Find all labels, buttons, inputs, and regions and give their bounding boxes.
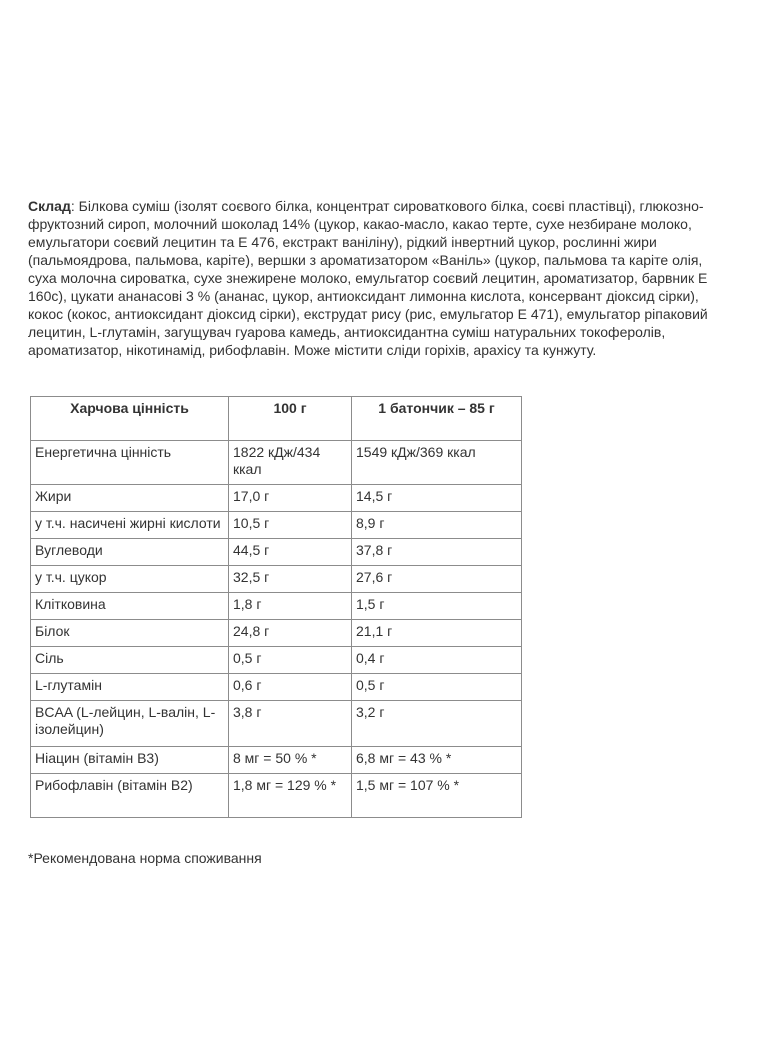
table-row	[31, 441, 522, 485]
table-cell-name: у т.ч. цукор	[31, 566, 229, 593]
table-row	[31, 647, 522, 674]
table-cell-perbar: 6,8 мг = 43 % *	[352, 747, 522, 774]
table-cell-per100: 17,0 г	[229, 485, 352, 512]
table-cell-name: Клітковина	[31, 593, 229, 620]
table-cell-per100: 8 мг = 50 % *	[229, 747, 352, 774]
ingredients-label: Склад	[28, 198, 71, 214]
table-cell-name: у т.ч. насичені жирні кислоти	[31, 512, 229, 539]
table-cell-per100: 1,8 мг = 129 % *	[229, 774, 352, 818]
table-cell-name: L-глутамін	[31, 674, 229, 701]
table-row	[31, 485, 522, 512]
table-cell-per100: 10,5 г	[229, 512, 352, 539]
table-row	[31, 701, 522, 747]
table-cell-perbar: 0,5 г	[352, 674, 522, 701]
table-cell-per100: 1822 кДж/434 ккал	[229, 441, 352, 485]
table-cell-per100: 1,8 г	[229, 593, 352, 620]
column-header-per-bar: 1 батончик – 85 г	[352, 397, 522, 441]
footnote: *Рекомендована норма споживання	[28, 850, 262, 866]
table-row	[31, 674, 522, 701]
nutrition-table	[30, 396, 522, 818]
table-cell-per100: 3,8 г	[229, 701, 352, 747]
table-cell-perbar: 8,9 г	[352, 512, 522, 539]
table-cell-perbar: 27,6 г	[352, 566, 522, 593]
table-cell-name: Рибофлавін (вітамін В2)	[31, 774, 229, 818]
table-cell-perbar: 3,2 г	[352, 701, 522, 747]
table-cell-name: Енергетична цінність	[31, 441, 229, 485]
table-cell-name: Сіль	[31, 647, 229, 674]
ingredients-text: : Білкова суміш (ізолят соєвого білка, концентрат сироваткового білка, соєві пластівці), глюкозно-фруктозний сироп, молочний шоколад 14% (цукор, какао-масло, какао терте, сухе незбиране молоко, емульгатори соєвий лецитин та Е 476, екстракт ваніліну), рідкий інвертний цукор, рослинні жири (пальмоядрова, пальмова, каріте), вершки з ароматизатором «Ваніль» (цукор, пальмова та каріте олія, суха молочна сироватка, сухе знежирене молоко, емульгатор соєвий лецитин, ароматизатор, барвник Е 160с), цукати ананасові 3 % (ананас, цукор, антиоксидант лимонна кислота, консервант діоксид сірки), кокос (кокос, антиоксидант діоксид сірки), екструдат рису (рис, емульгатор Е 471), емульгатор ріпаковий лецитин, L-глутамін, загущувач гуарова камедь, антиоксидантна суміш натуральних токоферолів, ароматизатор, нікотинамід, рибофлавін. Може містити сліди горіхів, арахісу та кунжуту.	[28, 198, 708, 358]
table-cell-name: Ніацин (вітамін В3)	[31, 747, 229, 774]
table-cell-per100: 24,8 г	[229, 620, 352, 647]
table-header-row	[31, 397, 522, 441]
table-cell-perbar: 0,4 г	[352, 647, 522, 674]
table-cell-name: Білок	[31, 620, 229, 647]
column-header-per-100g: 100 г	[229, 397, 352, 441]
table-row	[31, 539, 522, 566]
document-content	[28, 197, 731, 867]
ingredients-paragraph	[28, 197, 731, 359]
table-cell-perbar: 37,8 г	[352, 539, 522, 566]
table-cell-name: BCAA (L-лейцин, L-валін, L-ізолейцин)	[31, 701, 229, 747]
table-cell-per100: 0,5 г	[229, 647, 352, 674]
table-row	[31, 593, 522, 620]
table-row	[31, 620, 522, 647]
table-cell-perbar: 14,5 г	[352, 485, 522, 512]
column-header-nutrition-value: Харчова цінність	[31, 397, 229, 441]
table-cell-per100: 32,5 г	[229, 566, 352, 593]
table-cell-name: Вуглеводи	[31, 539, 229, 566]
table-cell-perbar: 1,5 мг = 107 % *	[352, 774, 522, 818]
table-cell-perbar: 1549 кДж/369 ккал	[352, 441, 522, 485]
table-row	[31, 747, 522, 774]
table-row	[31, 512, 522, 539]
table-cell-per100: 44,5 г	[229, 539, 352, 566]
table-cell-perbar: 1,5 г	[352, 593, 522, 620]
table-cell-name: Жири	[31, 485, 229, 512]
table-row	[31, 774, 522, 818]
table-cell-per100: 0,6 г	[229, 674, 352, 701]
table-row	[31, 566, 522, 593]
table-cell-perbar: 21,1 г	[352, 620, 522, 647]
